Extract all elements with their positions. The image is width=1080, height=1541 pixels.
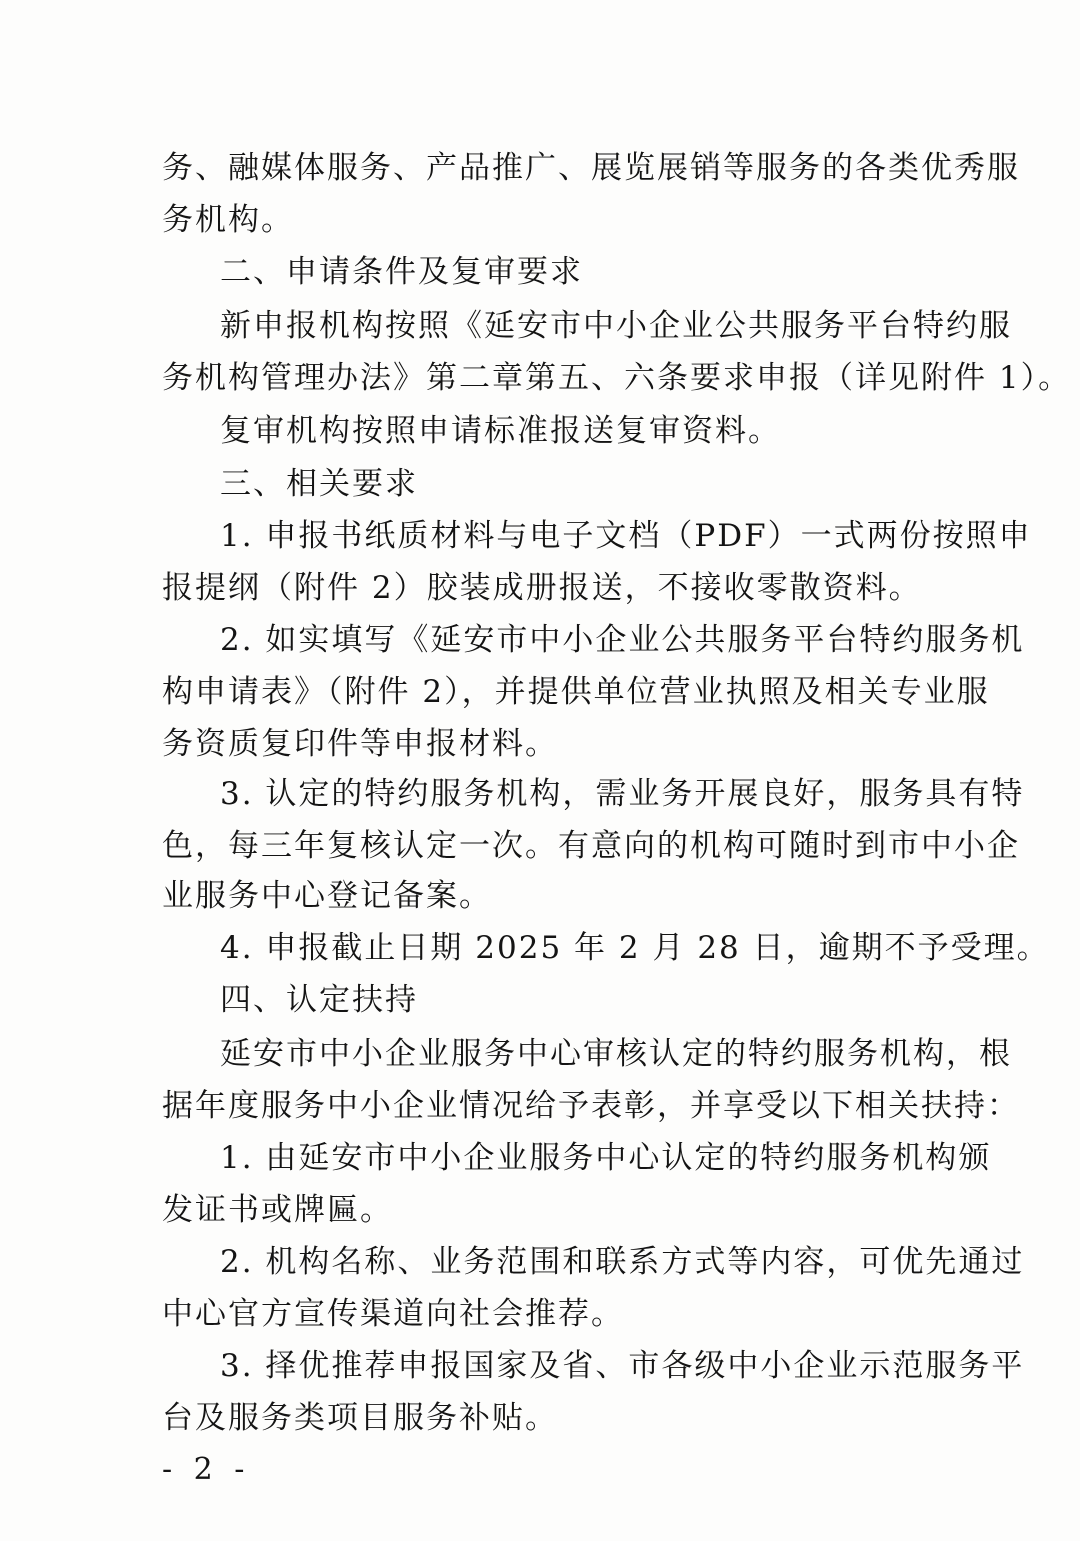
paragraph-line: 务机构。 [162,202,294,238]
paragraph-line: 务、融媒体服务、产品推广、展览展销等服务的各类优秀服 [162,150,1020,186]
paragraph-line: 报提纲（附件 2）胶装成册报送，不接收零散资料。 [162,570,922,606]
section-heading: 三、相关要求 [220,466,418,502]
paragraph-line: 台及服务类项目服务补贴。 [162,1400,558,1436]
paragraph-line: 务机构管理办法》第二章第五、六条要求申报（详见附件 1）。 [162,360,1072,396]
page-number: - 2 - [162,1452,251,1487]
paragraph-line: 2. 如实填写《延安市中小企业公共服务平台特约服务机 [220,622,1025,658]
paragraph-line: 新申报机构按照《延安市中小企业公共服务平台特约服 [220,308,1012,344]
paragraph-line: 发证书或牌匾。 [162,1192,393,1228]
paragraph-line: 色，每三年复核认定一次。有意向的机构可随时到市中小企 [162,828,1020,864]
section-heading: 二、申请条件及复审要求 [220,254,583,290]
paragraph-line: 延安市中小企业服务中心审核认定的特约服务机构，根 [220,1036,1012,1072]
paragraph-line: 4. 申报截止日期 2025 年 2 月 28 日，逾期不予受理。 [220,930,1050,966]
paragraph-line: 3. 认定的特约服务机构，需业务开展良好，服务具有特 [220,776,1025,812]
paragraph-line: 构申请表》（附件 2），并提供单位营业执照及相关专业服 [162,674,990,710]
paragraph-line: 复审机构按照申请标准报送复审资料。 [220,413,781,449]
paragraph-line: 中心官方宣传渠道向社会推荐。 [162,1296,624,1332]
paragraph-line: 据年度服务中小企业情况给予表彰，并享受以下相关扶持： [162,1088,1020,1124]
paragraph-line: 3. 择优推荐申报国家及省、市各级中小企业示范服务平 [220,1348,1025,1384]
section-heading: 四、认定扶持 [220,982,418,1018]
paragraph-line: 业服务中心登记备案。 [162,878,492,914]
paragraph-line: 务资质复印件等申报材料。 [162,726,558,762]
paragraph-line: 1. 由延安市中小企业服务中心认定的特约服务机构颁 [220,1140,992,1176]
paragraph-line: 2. 机构名称、业务范围和联系方式等内容，可优先通过 [220,1244,1025,1280]
paragraph-line: 1. 申报书纸质材料与电子文档（PDF）一式两份按照申 [220,518,1032,554]
